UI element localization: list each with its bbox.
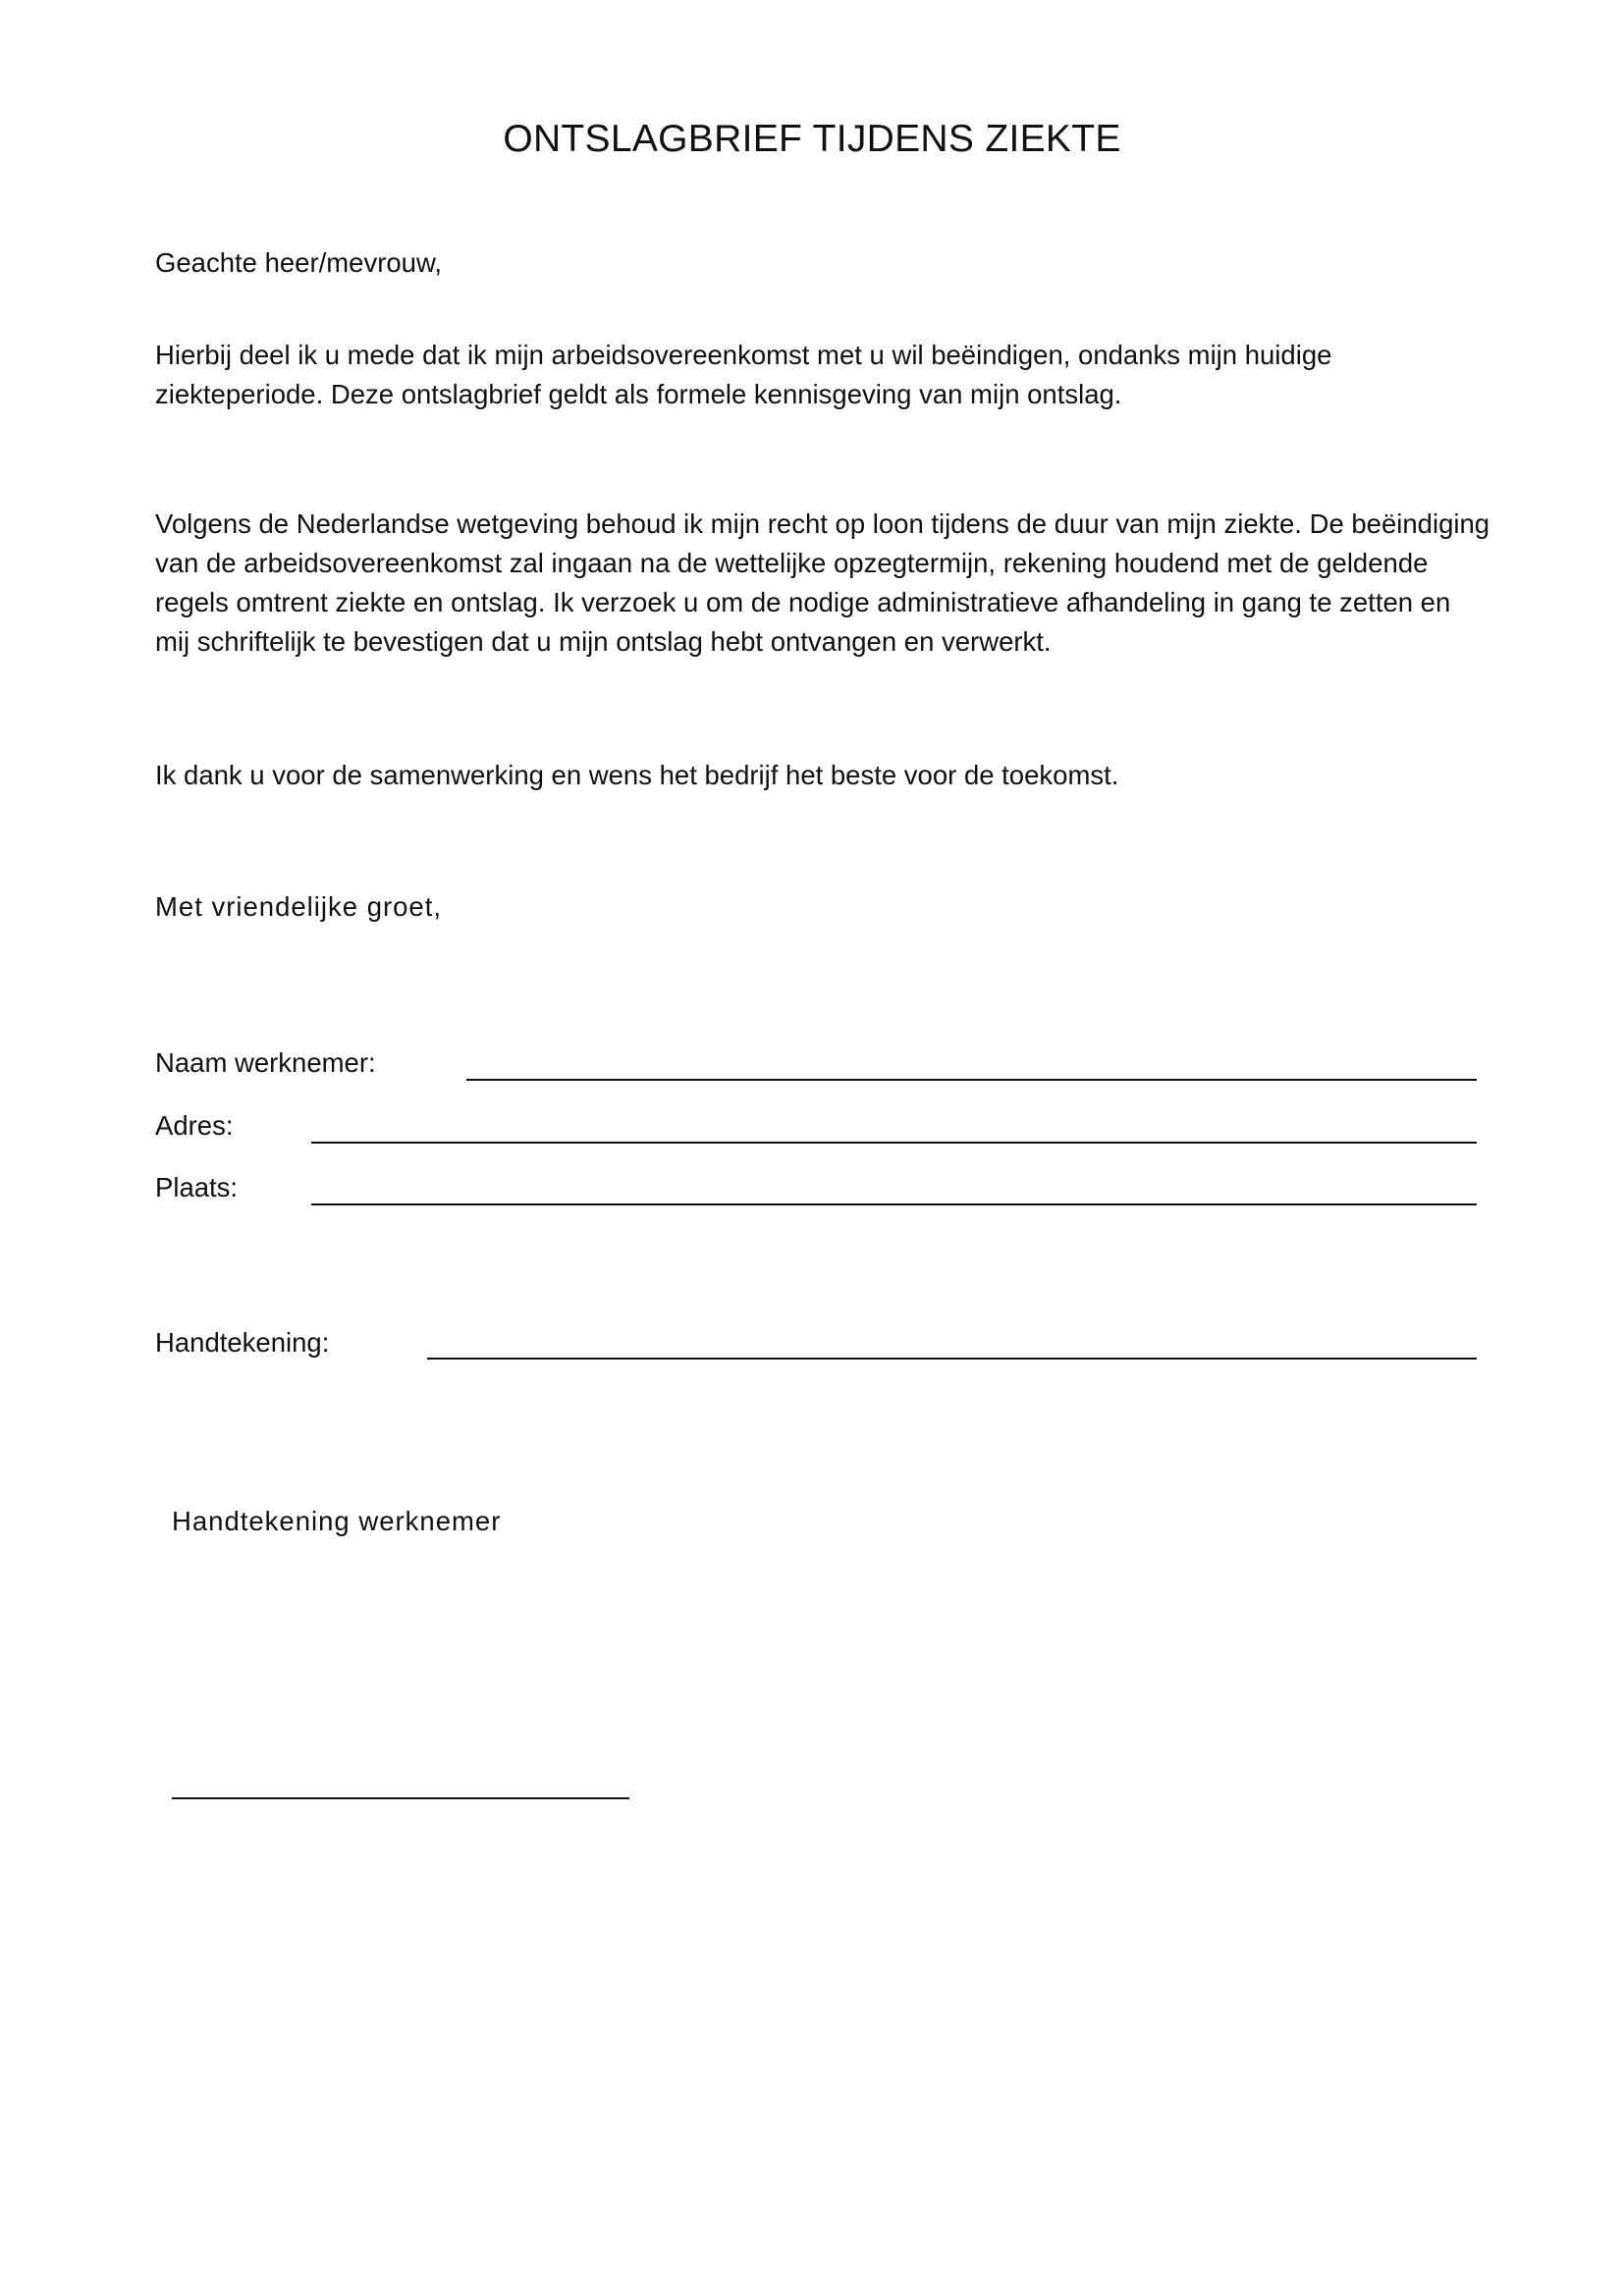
- adres-field[interactable]: [311, 1142, 1477, 1144]
- plaats-field[interactable]: [311, 1203, 1477, 1205]
- paragraph-intro: Hierbij deel ik u mede dat ik mijn arbeidsovereenkomst met u wil beëindigen, ondanks mijn huidige ziekteperiode. Deze ontslagbrief geldt als formele kennisgeving van mijn ontslag.: [155, 340, 1332, 409]
- paragraph-legal: Volgens de Nederlandse wetgeving behoud ik mijn recht op loon tijdens de duur van mijn ziekte. De beëindiging van de arbeidsovereenkomst zal ingaan na de wettelijke opzegtermijn, rekening houdend met de geldende regels omtrent ziekte en ontslag. Ik verzoek u om de nodige administratieve afhandeling in gang te zetten en mij schriftelijk te bevestigen dat u mijn ontslag hebt ontvangen en verwerkt.: [155, 508, 1490, 657]
- handtekening-label: Handtekening:: [155, 1327, 330, 1358]
- salutation: Geachte heer/mevrouw,: [155, 247, 442, 278]
- signature-line[interactable]: [172, 1797, 629, 1799]
- adres-label: Adres:: [155, 1110, 234, 1141]
- naam-werknemer-label: Naam werknemer:: [155, 1047, 376, 1078]
- letter-title: ONTSLAGBRIEF TIJDENS ZIEKTE: [503, 118, 1121, 160]
- plaats-label: Plaats:: [155, 1172, 239, 1202]
- closing: Met vriendelijke groet,: [155, 891, 443, 922]
- naam-werknemer-field[interactable]: [466, 1079, 1477, 1081]
- signature-caption: Handtekening werknemer: [172, 1506, 502, 1536]
- paragraph-thanks: Ik dank u voor de samenwerking en wens het bedrijf het beste voor de toekomst.: [155, 760, 1119, 790]
- handtekening-field[interactable]: [427, 1358, 1477, 1360]
